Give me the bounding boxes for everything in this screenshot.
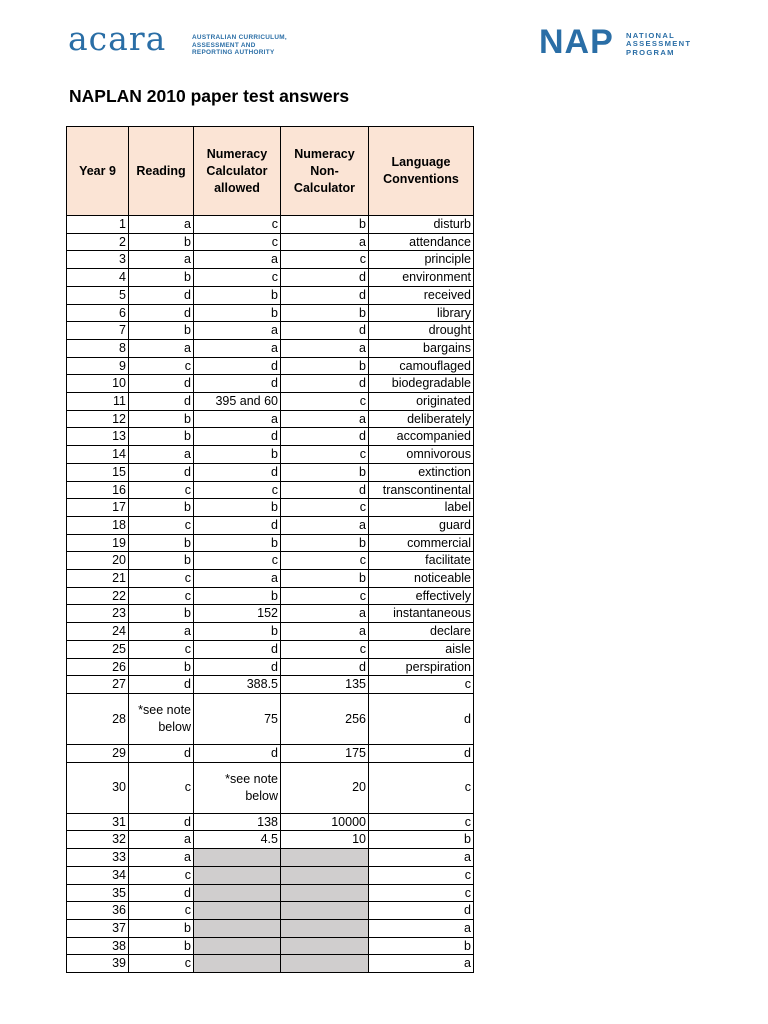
language-conventions-answer-cell: noticeable <box>369 570 474 588</box>
numeracy-non-calculator-answer-cell: c <box>281 640 369 658</box>
numeracy-calculator-answer-cell: d <box>194 428 281 446</box>
question-number-cell: 21 <box>67 570 129 588</box>
numeracy-non-calculator-answer-cell: b <box>281 304 369 322</box>
numeracy-calculator-answer-cell: a <box>194 410 281 428</box>
table-row <box>67 658 474 676</box>
numeracy-non-calculator-answer-cell: 10 <box>281 831 369 849</box>
question-number-cell: 29 <box>67 744 129 762</box>
numeracy-non-calculator-answer-cell: b <box>281 534 369 552</box>
numeracy-calculator-answer-cell: a <box>194 322 281 340</box>
acara-tagline-line: AUSTRALIAN CURRICULUM, <box>192 34 287 41</box>
question-number-cell: 14 <box>67 446 129 464</box>
table-row <box>67 919 474 937</box>
reading-answer-cell: a <box>129 623 194 641</box>
numeracy-non-calculator-answer-cell: d <box>281 286 369 304</box>
reading-answer-cell: d <box>129 813 194 831</box>
language-conventions-answer-cell: a <box>369 919 474 937</box>
numeracy-non-calculator-answer-cell: 135 <box>281 676 369 694</box>
language-conventions-answer-cell: camouflaged <box>369 357 474 375</box>
question-number-cell: 22 <box>67 587 129 605</box>
question-number-cell: 10 <box>67 375 129 393</box>
reading-answer-cell: c <box>129 866 194 884</box>
language-conventions-answer-cell: c <box>369 762 474 813</box>
numeracy-calculator-answer-cell: d <box>194 640 281 658</box>
language-conventions-answer-cell: guard <box>369 516 474 534</box>
table-row <box>67 552 474 570</box>
language-conventions-answer-cell: originated <box>369 393 474 411</box>
reading-answer-cell: b <box>129 552 194 570</box>
nap-tagline-line: PROGRAM <box>626 47 675 57</box>
reading-answer-cell: d <box>129 286 194 304</box>
language-conventions-answer-cell: omnivorous <box>369 446 474 464</box>
numeracy-calculator-answer-cell: d <box>194 658 281 676</box>
reading-answer-cell: a <box>129 251 194 269</box>
numeracy-calculator-answer-cell <box>194 849 281 867</box>
numeracy-non-calculator-answer-cell: c <box>281 587 369 605</box>
numeracy-non-calculator-answer-cell: b <box>281 463 369 481</box>
question-number-cell: 38 <box>67 937 129 955</box>
language-conventions-answer-cell: library <box>369 304 474 322</box>
table-row <box>67 481 474 499</box>
table-header-row <box>67 127 474 216</box>
numeracy-non-calculator-answer-cell <box>281 866 369 884</box>
reading-answer-cell: b <box>129 233 194 251</box>
question-number-cell: 24 <box>67 623 129 641</box>
reading-answer-cell: c <box>129 570 194 588</box>
column-header-numeracy-non-calculator: Numeracy Non-Calculator <box>281 127 369 216</box>
table-row <box>67 463 474 481</box>
question-number-cell: 23 <box>67 605 129 623</box>
table-row <box>67 233 474 251</box>
table-row <box>67 339 474 357</box>
table-row <box>67 446 474 464</box>
language-conventions-answer-cell: d <box>369 902 474 920</box>
question-number-cell: 3 <box>67 251 129 269</box>
question-number-cell: 2 <box>67 233 129 251</box>
reading-answer-cell: b <box>129 937 194 955</box>
table-row <box>67 534 474 552</box>
language-conventions-answer-cell: attendance <box>369 233 474 251</box>
reading-answer-cell: a <box>129 339 194 357</box>
question-number-cell: 15 <box>67 463 129 481</box>
table-row <box>67 570 474 588</box>
numeracy-non-calculator-answer-cell <box>281 902 369 920</box>
language-conventions-answer-cell: aisle <box>369 640 474 658</box>
language-conventions-answer-cell: bargains <box>369 339 474 357</box>
table-row <box>67 587 474 605</box>
column-header-reading: Reading <box>129 127 194 216</box>
language-conventions-answer-cell: drought <box>369 322 474 340</box>
numeracy-non-calculator-answer-cell: b <box>281 357 369 375</box>
question-number-cell: 31 <box>67 813 129 831</box>
answers-table <box>66 126 474 973</box>
language-conventions-answer-cell: d <box>369 744 474 762</box>
numeracy-non-calculator-answer-cell <box>281 884 369 902</box>
table-row <box>67 286 474 304</box>
reading-answer-cell: d <box>129 744 194 762</box>
table-row <box>67 955 474 973</box>
numeracy-non-calculator-answer-cell: a <box>281 623 369 641</box>
question-number-cell: 30 <box>67 762 129 813</box>
numeracy-non-calculator-answer-cell: 20 <box>281 762 369 813</box>
numeracy-calculator-answer-cell: c <box>194 269 281 287</box>
reading-answer-cell: c <box>129 516 194 534</box>
numeracy-calculator-answer-cell: a <box>194 570 281 588</box>
numeracy-non-calculator-answer-cell: d <box>281 658 369 676</box>
language-conventions-answer-cell: accompanied <box>369 428 474 446</box>
question-number-cell: 6 <box>67 304 129 322</box>
numeracy-non-calculator-answer-cell: b <box>281 570 369 588</box>
question-number-cell: 19 <box>67 534 129 552</box>
numeracy-non-calculator-answer-cell: a <box>281 605 369 623</box>
reading-answer-cell: b <box>129 410 194 428</box>
numeracy-non-calculator-answer-cell: 256 <box>281 693 369 744</box>
numeracy-calculator-answer-cell: 138 <box>194 813 281 831</box>
question-number-cell: 27 <box>67 676 129 694</box>
numeracy-calculator-answer-cell <box>194 866 281 884</box>
language-conventions-answer-cell: transcontinental <box>369 481 474 499</box>
column-header-language-conventions: Language Conventions <box>369 127 474 216</box>
numeracy-calculator-answer-cell: 395 and 60 <box>194 393 281 411</box>
language-conventions-answer-cell: commercial <box>369 534 474 552</box>
reading-answer-cell: b <box>129 322 194 340</box>
numeracy-non-calculator-answer-cell: d <box>281 481 369 499</box>
numeracy-calculator-answer-cell: c <box>194 216 281 234</box>
reading-answer-cell: a <box>129 446 194 464</box>
numeracy-non-calculator-answer-cell: 10000 <box>281 813 369 831</box>
table-row <box>67 375 474 393</box>
numeracy-non-calculator-answer-cell: c <box>281 552 369 570</box>
question-number-cell: 26 <box>67 658 129 676</box>
language-conventions-answer-cell: facilitate <box>369 552 474 570</box>
reading-answer-cell: c <box>129 587 194 605</box>
question-number-cell: 11 <box>67 393 129 411</box>
table-row <box>67 762 474 813</box>
table-row <box>67 499 474 517</box>
reading-answer-cell: c <box>129 640 194 658</box>
numeracy-calculator-answer-cell <box>194 902 281 920</box>
reading-answer-cell: c <box>129 762 194 813</box>
numeracy-non-calculator-answer-cell: d <box>281 322 369 340</box>
numeracy-non-calculator-answer-cell: c <box>281 499 369 517</box>
table-row <box>67 884 474 902</box>
question-number-cell: 4 <box>67 269 129 287</box>
question-number-cell: 35 <box>67 884 129 902</box>
column-header-year: Year 9 <box>67 127 129 216</box>
numeracy-calculator-answer-cell: c <box>194 481 281 499</box>
language-conventions-answer-cell: a <box>369 955 474 973</box>
language-conventions-answer-cell: c <box>369 676 474 694</box>
numeracy-calculator-answer-cell: *see note below <box>194 762 281 813</box>
table-row <box>67 516 474 534</box>
language-conventions-answer-cell: deliberately <box>369 410 474 428</box>
table-row <box>67 640 474 658</box>
reading-answer-cell: b <box>129 658 194 676</box>
numeracy-non-calculator-answer-cell: c <box>281 446 369 464</box>
language-conventions-answer-cell: extinction <box>369 463 474 481</box>
reading-answer-cell: c <box>129 357 194 375</box>
numeracy-non-calculator-answer-cell: a <box>281 516 369 534</box>
numeracy-non-calculator-answer-cell <box>281 849 369 867</box>
table-row <box>67 357 474 375</box>
reading-answer-cell: b <box>129 428 194 446</box>
reading-answer-cell: b <box>129 269 194 287</box>
language-conventions-answer-cell: effectively <box>369 587 474 605</box>
acara-logo <box>68 19 298 62</box>
table-row <box>67 410 474 428</box>
table-row <box>67 902 474 920</box>
table-row <box>67 866 474 884</box>
nap-logo <box>539 23 709 62</box>
reading-answer-cell: c <box>129 902 194 920</box>
numeracy-calculator-answer-cell: b <box>194 286 281 304</box>
table-row <box>67 605 474 623</box>
numeracy-non-calculator-answer-cell: c <box>281 251 369 269</box>
question-number-cell: 5 <box>67 286 129 304</box>
numeracy-calculator-answer-cell: c <box>194 552 281 570</box>
numeracy-calculator-answer-cell: d <box>194 375 281 393</box>
reading-answer-cell: b <box>129 499 194 517</box>
language-conventions-answer-cell: a <box>369 849 474 867</box>
numeracy-non-calculator-answer-cell <box>281 937 369 955</box>
table-row <box>67 937 474 955</box>
reading-answer-cell: c <box>129 955 194 973</box>
numeracy-calculator-answer-cell: 152 <box>194 605 281 623</box>
numeracy-calculator-answer-cell: b <box>194 499 281 517</box>
document-title: NAPLAN 2010 paper test answers <box>69 86 350 106</box>
question-number-cell: 39 <box>67 955 129 973</box>
question-number-cell: 25 <box>67 640 129 658</box>
table-row <box>67 322 474 340</box>
question-number-cell: 12 <box>67 410 129 428</box>
numeracy-calculator-answer-cell: b <box>194 534 281 552</box>
acara-wordmark: acara <box>68 19 167 58</box>
numeracy-calculator-answer-cell: a <box>194 251 281 269</box>
language-conventions-answer-cell: declare <box>369 623 474 641</box>
numeracy-calculator-answer-cell: d <box>194 744 281 762</box>
language-conventions-answer-cell: c <box>369 866 474 884</box>
numeracy-calculator-answer-cell: b <box>194 304 281 322</box>
table-row <box>67 813 474 831</box>
numeracy-calculator-answer-cell: 4.5 <box>194 831 281 849</box>
language-conventions-answer-cell: b <box>369 831 474 849</box>
table-row <box>67 393 474 411</box>
language-conventions-answer-cell: biodegradable <box>369 375 474 393</box>
reading-answer-cell: d <box>129 884 194 902</box>
nap-tagline-line: ASSESSMENT <box>626 39 692 49</box>
numeracy-calculator-answer-cell: b <box>194 587 281 605</box>
language-conventions-answer-cell: label <box>369 499 474 517</box>
question-number-cell: 34 <box>67 866 129 884</box>
reading-answer-cell: d <box>129 463 194 481</box>
question-number-cell: 33 <box>67 849 129 867</box>
question-number-cell: 28 <box>67 693 129 744</box>
table-row <box>67 216 474 234</box>
numeracy-non-calculator-answer-cell: b <box>281 216 369 234</box>
question-number-cell: 18 <box>67 516 129 534</box>
numeracy-calculator-answer-cell <box>194 884 281 902</box>
question-number-cell: 13 <box>67 428 129 446</box>
numeracy-non-calculator-answer-cell: d <box>281 269 369 287</box>
language-conventions-answer-cell: c <box>369 813 474 831</box>
reading-answer-cell: a <box>129 216 194 234</box>
question-number-cell: 1 <box>67 216 129 234</box>
numeracy-non-calculator-answer-cell: a <box>281 410 369 428</box>
nap-tagline-line: NATIONAL <box>626 31 676 40</box>
question-number-cell: 8 <box>67 339 129 357</box>
table-row <box>67 744 474 762</box>
reading-answer-cell: b <box>129 605 194 623</box>
numeracy-calculator-answer-cell <box>194 937 281 955</box>
reading-answer-cell: d <box>129 393 194 411</box>
numeracy-non-calculator-answer-cell: 175 <box>281 744 369 762</box>
table-row <box>67 849 474 867</box>
numeracy-non-calculator-answer-cell: d <box>281 428 369 446</box>
table-row <box>67 623 474 641</box>
table-row <box>67 831 474 849</box>
numeracy-calculator-answer-cell: d <box>194 516 281 534</box>
question-number-cell: 37 <box>67 919 129 937</box>
language-conventions-answer-cell: instantaneous <box>369 605 474 623</box>
numeracy-calculator-answer-cell: a <box>194 339 281 357</box>
numeracy-non-calculator-answer-cell: c <box>281 393 369 411</box>
question-number-cell: 9 <box>67 357 129 375</box>
question-number-cell: 7 <box>67 322 129 340</box>
numeracy-calculator-answer-cell: b <box>194 446 281 464</box>
numeracy-calculator-answer-cell: c <box>194 233 281 251</box>
numeracy-calculator-answer-cell: 388.5 <box>194 676 281 694</box>
numeracy-non-calculator-answer-cell: d <box>281 375 369 393</box>
numeracy-calculator-answer-cell: d <box>194 463 281 481</box>
acara-tagline <box>192 34 287 57</box>
language-conventions-answer-cell: perspiration <box>369 658 474 676</box>
language-conventions-answer-cell: b <box>369 937 474 955</box>
numeracy-calculator-answer-cell: 75 <box>194 693 281 744</box>
language-conventions-answer-cell: d <box>369 693 474 744</box>
numeracy-non-calculator-answer-cell <box>281 919 369 937</box>
table-row <box>67 428 474 446</box>
table-row <box>67 676 474 694</box>
question-number-cell: 36 <box>67 902 129 920</box>
question-number-cell: 32 <box>67 831 129 849</box>
answers-table-body <box>67 216 474 973</box>
reading-answer-cell: *see note below <box>129 693 194 744</box>
language-conventions-answer-cell: principle <box>369 251 474 269</box>
table-row <box>67 304 474 322</box>
nap-wordmark: NAP <box>539 23 614 61</box>
reading-answer-cell: b <box>129 919 194 937</box>
question-number-cell: 16 <box>67 481 129 499</box>
table-row <box>67 269 474 287</box>
reading-answer-cell: d <box>129 676 194 694</box>
acara-tagline-line: REPORTING AUTHORITY <box>192 49 275 56</box>
numeracy-calculator-answer-cell <box>194 955 281 973</box>
numeracy-non-calculator-answer-cell <box>281 955 369 973</box>
question-number-cell: 20 <box>67 552 129 570</box>
column-header-numeracy-calculator: Numeracy Calculator allowed <box>194 127 281 216</box>
table-row <box>67 251 474 269</box>
language-conventions-answer-cell: received <box>369 286 474 304</box>
language-conventions-answer-cell: disturb <box>369 216 474 234</box>
numeracy-non-calculator-answer-cell: a <box>281 339 369 357</box>
question-number-cell: 17 <box>67 499 129 517</box>
table-row <box>67 693 474 744</box>
reading-answer-cell: d <box>129 375 194 393</box>
numeracy-calculator-answer-cell: b <box>194 623 281 641</box>
reading-answer-cell: c <box>129 481 194 499</box>
reading-answer-cell: a <box>129 849 194 867</box>
language-conventions-answer-cell: environment <box>369 269 474 287</box>
reading-answer-cell: b <box>129 534 194 552</box>
language-conventions-answer-cell: c <box>369 884 474 902</box>
numeracy-calculator-answer-cell: d <box>194 357 281 375</box>
nap-tagline <box>626 32 691 57</box>
acara-tagline-line: ASSESSMENT AND <box>192 41 256 49</box>
reading-answer-cell: d <box>129 304 194 322</box>
numeracy-calculator-answer-cell <box>194 919 281 937</box>
reading-answer-cell: a <box>129 831 194 849</box>
numeracy-non-calculator-answer-cell: a <box>281 233 369 251</box>
